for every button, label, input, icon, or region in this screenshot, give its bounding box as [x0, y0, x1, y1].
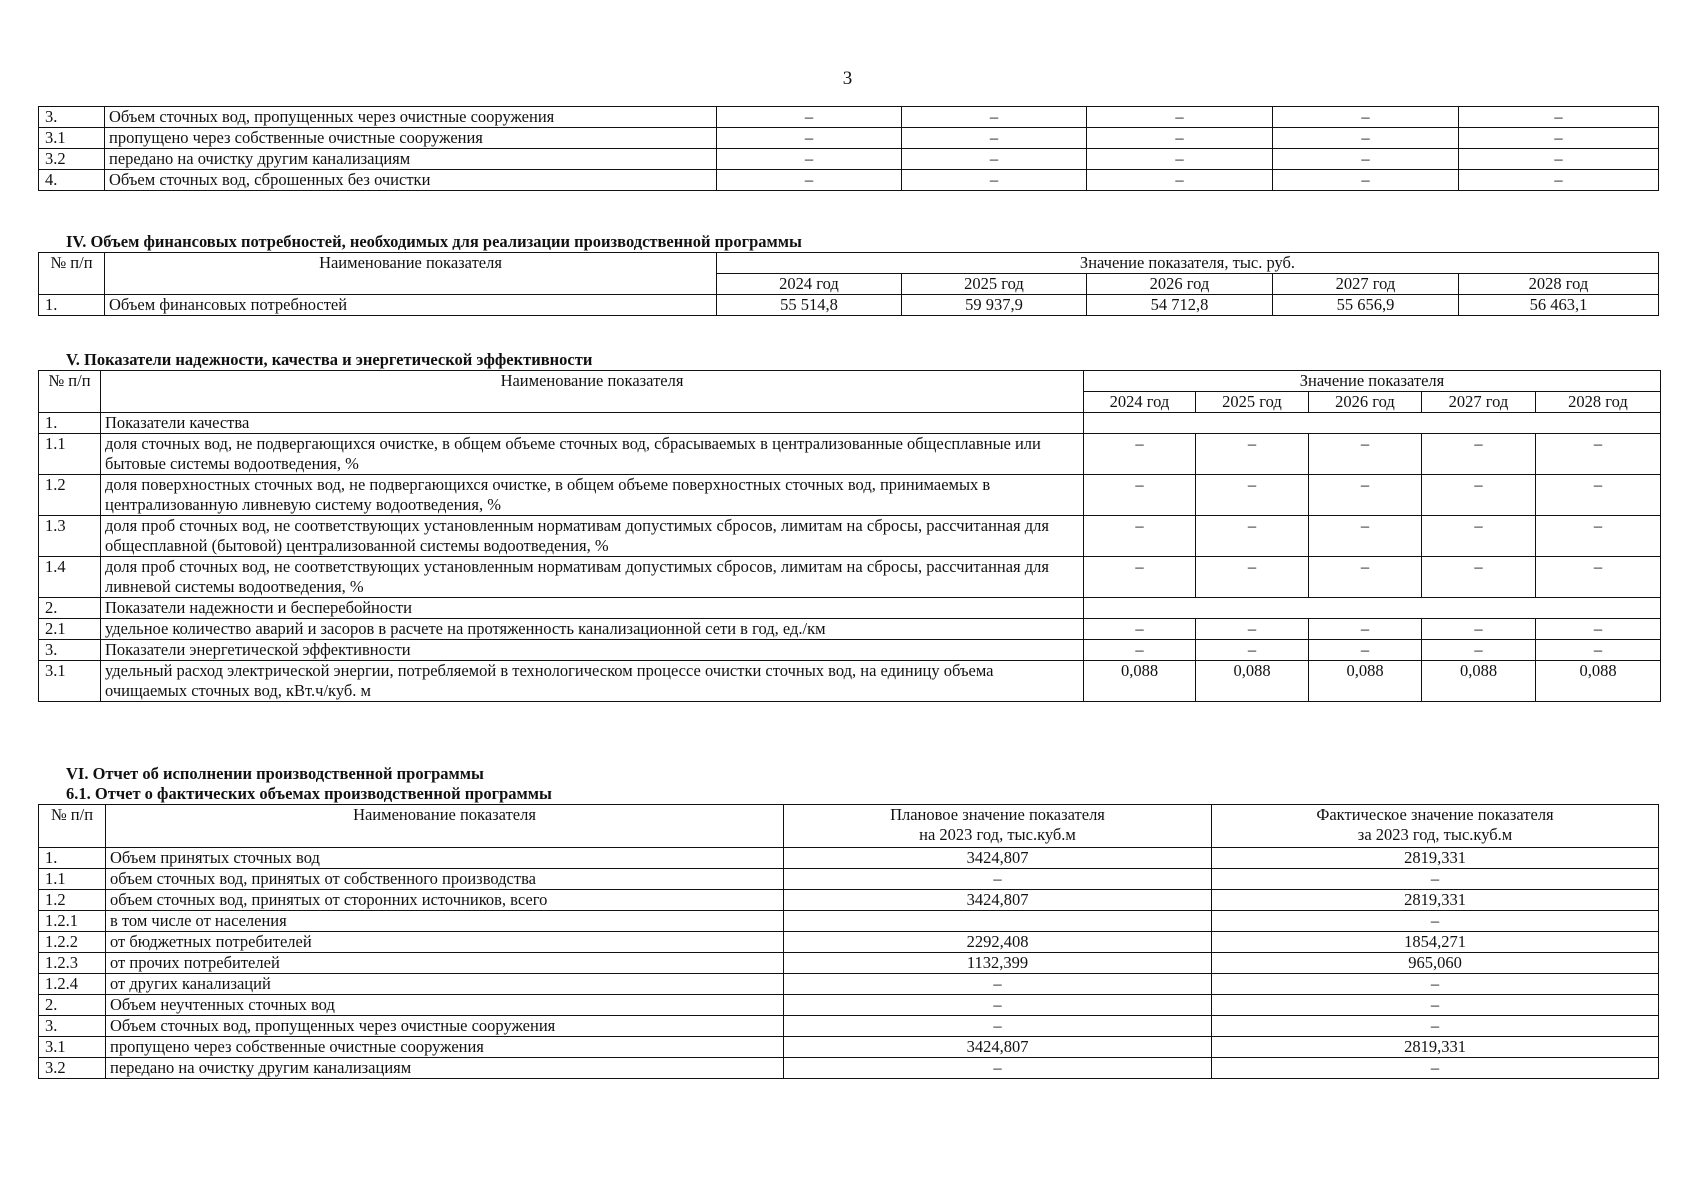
table-row — [39, 932, 1659, 953]
row-name: Показатели энергетической эффективности — [101, 640, 1084, 661]
table-row — [39, 848, 1659, 869]
section-4-title: IV. Объем финансовых потребностей, необходимых для реализации производственной программы — [66, 232, 802, 251]
row-plan-value: 3424,807 — [784, 890, 1212, 911]
row-value: – — [1309, 434, 1422, 475]
row-number: 1.1 — [39, 869, 106, 890]
table-row — [39, 128, 1659, 149]
section-6-1-title: 6.1. Отчет о фактических объемах производственной программы — [66, 784, 552, 803]
row-name: Объем сточных вод, пропущенных через очистные сооружения — [106, 1016, 784, 1037]
row-name: Показатели надежности и бесперебойности — [101, 598, 1084, 619]
row-value: – — [1536, 640, 1661, 661]
row-value: – — [1196, 557, 1309, 598]
row-name: пропущено через собственные очистные сооружения — [105, 128, 717, 149]
row-value: – — [1422, 475, 1536, 516]
row-fact-value: 2819,331 — [1212, 1037, 1659, 1058]
row-plan-value: 3424,807 — [784, 848, 1212, 869]
table-row — [39, 974, 1659, 995]
row-name: Показатели качества — [101, 413, 1084, 434]
row-value: – — [1273, 128, 1459, 149]
row-value: – — [1459, 149, 1659, 170]
row-value: – — [1422, 557, 1536, 598]
row-value: – — [1196, 640, 1309, 661]
page-number: 3 — [842, 68, 853, 89]
table-row — [39, 1037, 1659, 1058]
section-6-title: VI. Отчет об исполнении производственной программы — [66, 764, 484, 783]
row-number: 1.4 — [39, 557, 101, 598]
financial-needs-table — [38, 252, 1659, 316]
row-number: 2.1 — [39, 619, 101, 640]
row-value: 55 514,8 — [717, 295, 902, 316]
row-number: 1.2.4 — [39, 974, 106, 995]
table-row — [39, 149, 1659, 170]
table-row — [39, 640, 1661, 661]
row-value: – — [1422, 434, 1536, 475]
header-plan-line2: на 2023 год, тыс.куб.м — [919, 825, 1076, 844]
row-value: – — [1084, 640, 1196, 661]
row-value: 0,088 — [1422, 661, 1536, 702]
row-value: 0,088 — [1196, 661, 1309, 702]
row-value: 0,088 — [1536, 661, 1661, 702]
row-value: – — [1084, 516, 1196, 557]
row-value: – — [1309, 475, 1422, 516]
row-name: пропущено через собственные очистные сооружения — [106, 1037, 784, 1058]
header-num: № п/п — [39, 371, 101, 413]
table-row — [39, 869, 1659, 890]
row-value: – — [1309, 516, 1422, 557]
row-plan-value: 3424,807 — [784, 1037, 1212, 1058]
row-name: от бюджетных потребителей — [106, 932, 784, 953]
row-empty-values — [1084, 413, 1661, 434]
section-5-title: V. Показатели надежности, качества и энергетической эффективности — [66, 350, 593, 369]
row-value: – — [1196, 434, 1309, 475]
row-plan-value — [784, 911, 1212, 932]
row-number: 3. — [39, 107, 105, 128]
row-fact-value: – — [1212, 1058, 1659, 1079]
row-number: 3.1 — [39, 1037, 106, 1058]
header-name: Наименование показателя — [101, 371, 1084, 413]
row-plan-value: – — [784, 995, 1212, 1016]
row-value: – — [1196, 516, 1309, 557]
row-value: – — [1309, 640, 1422, 661]
row-number: 1.1 — [39, 434, 101, 475]
row-value: – — [717, 170, 902, 191]
table-row — [39, 890, 1659, 911]
row-value: – — [1309, 619, 1422, 640]
row-fact-value: – — [1212, 911, 1659, 932]
row-name: Объем сточных вод, сброшенных без очистки — [105, 170, 717, 191]
row-number: 1.2.2 — [39, 932, 106, 953]
row-name: доля поверхностных сточных вод, не подвергающихся очистке, в общем объеме поверхностных сточных вод, принимаемых в централизованную ливневую систему водоотведения, % — [101, 475, 1084, 516]
row-fact-value: – — [1212, 1016, 1659, 1037]
row-number: 1.2.1 — [39, 911, 106, 932]
row-value: – — [1196, 619, 1309, 640]
row-number: 1.2.3 — [39, 953, 106, 974]
header-year: 2028 год — [1536, 392, 1661, 413]
row-value: – — [1087, 149, 1273, 170]
row-name: передано на очистку другим канализациям — [106, 1058, 784, 1079]
row-plan-value: 2292,408 — [784, 932, 1212, 953]
row-value: 59 937,9 — [902, 295, 1087, 316]
row-number: 3.1 — [39, 661, 101, 702]
header-fact-line1: Фактическое значение показателя — [1316, 805, 1554, 824]
header-year: 2026 год — [1087, 274, 1273, 295]
header-num: № п/п — [39, 805, 106, 848]
row-name: доля проб сточных вод, не соответствующих установленным нормативам допустимых сбросов, лимитам на сбросы, рассчитанная для общесплавной (бытовой) централизованной системы водоотведения, % — [101, 516, 1084, 557]
row-fact-value: 2819,331 — [1212, 848, 1659, 869]
table-row — [39, 619, 1661, 640]
row-number: 2. — [39, 995, 106, 1016]
row-value: 0,088 — [1084, 661, 1196, 702]
row-value: 55 656,9 — [1273, 295, 1459, 316]
table-row — [39, 953, 1659, 974]
row-value: – — [1536, 516, 1661, 557]
row-value: – — [1459, 170, 1659, 191]
row-name: передано на очистку другим канализациям — [105, 149, 717, 170]
header-year: 2025 год — [1196, 392, 1309, 413]
row-name: объем сточных вод, принятых от собственного производства — [106, 869, 784, 890]
header-value: Значение показателя — [1084, 371, 1661, 392]
row-number: 4. — [39, 170, 105, 191]
table-row — [39, 170, 1659, 191]
row-value: – — [1087, 128, 1273, 149]
reliability-quality-table — [38, 370, 1661, 702]
row-value: – — [1536, 434, 1661, 475]
row-plan-value: – — [784, 1058, 1212, 1079]
header-value: Значение показателя, тыс. руб. — [717, 253, 1659, 274]
header-name: Наименование показателя — [106, 805, 784, 848]
row-plan-value: – — [784, 869, 1212, 890]
row-name: Объем принятых сточных вод — [106, 848, 784, 869]
row-name: в том числе от населения — [106, 911, 784, 932]
row-value: – — [1196, 475, 1309, 516]
table-row — [39, 295, 1659, 316]
header-name: Наименование показателя — [105, 253, 717, 295]
header-fact-line2: за 2023 год, тыс.куб.м — [1357, 825, 1513, 844]
row-value: – — [1536, 475, 1661, 516]
row-number: 3. — [39, 640, 101, 661]
row-number: 2. — [39, 598, 101, 619]
row-value: – — [902, 170, 1087, 191]
row-number: 1. — [39, 848, 106, 869]
row-number: 3.2 — [39, 149, 105, 170]
header-fact — [1212, 805, 1659, 848]
row-name: Объем неучтенных сточных вод — [106, 995, 784, 1016]
row-value: – — [717, 128, 902, 149]
row-number: 1.3 — [39, 516, 101, 557]
header-year: 2027 год — [1422, 392, 1536, 413]
row-value: – — [1084, 619, 1196, 640]
row-fact-value: – — [1212, 869, 1659, 890]
row-value: – — [902, 128, 1087, 149]
row-name: доля проб сточных вод, не соответствующих установленным нормативам допустимых сбросов, лимитам на сбросы, рассчитанная для ливневой системы водоотведения, % — [101, 557, 1084, 598]
row-name: от прочих потребителей — [106, 953, 784, 974]
table-row — [39, 475, 1661, 516]
row-name: удельный расход электрической энергии, потребляемой в технологическом процессе очистки сточных вод, на единицу объема очищаемых сточных вод, кВт.ч/куб. м — [101, 661, 1084, 702]
row-fact-value: 965,060 — [1212, 953, 1659, 974]
row-name: от других канализаций — [106, 974, 784, 995]
table-row — [39, 557, 1661, 598]
row-value: – — [1273, 149, 1459, 170]
header-plan-line1: Плановое значение показателя — [890, 805, 1105, 824]
table-row — [39, 1016, 1659, 1037]
header-year: 2027 год — [1273, 274, 1459, 295]
row-empty-values — [1084, 598, 1661, 619]
table-row — [39, 1058, 1659, 1079]
header-year: 2028 год — [1459, 274, 1659, 295]
row-value: – — [1422, 516, 1536, 557]
table-row — [39, 661, 1661, 702]
row-value: – — [717, 107, 902, 128]
header-year: 2024 год — [1084, 392, 1196, 413]
header-year: 2024 год — [717, 274, 902, 295]
row-number: 1. — [39, 413, 101, 434]
row-fact-value: – — [1212, 974, 1659, 995]
row-value: – — [1084, 557, 1196, 598]
row-plan-value: – — [784, 1016, 1212, 1037]
header-plan — [784, 805, 1212, 848]
row-value: 56 463,1 — [1459, 295, 1659, 316]
row-name: Объем сточных вод, пропущенных через очистные сооружения — [105, 107, 717, 128]
table-row — [39, 107, 1659, 128]
row-value: – — [902, 107, 1087, 128]
table-row — [39, 995, 1659, 1016]
row-value: – — [1084, 475, 1196, 516]
continued-table — [38, 106, 1659, 191]
row-value: – — [902, 149, 1087, 170]
row-fact-value: 1854,271 — [1212, 932, 1659, 953]
row-value: 54 712,8 — [1087, 295, 1273, 316]
row-value: – — [717, 149, 902, 170]
row-value: – — [1087, 107, 1273, 128]
row-name: удельное количество аварий и засоров в расчете на протяженность канализационной сети в год, ед./км — [101, 619, 1084, 640]
row-value: – — [1459, 128, 1659, 149]
row-value: – — [1087, 170, 1273, 191]
row-name: доля сточных вод, не подвергающихся очистке, в общем объеме сточных вод, сбрасываемых в централизованные общесплавные или бытовые системы водоотведения, % — [101, 434, 1084, 475]
table-row — [39, 598, 1661, 619]
row-value: – — [1422, 619, 1536, 640]
row-value: – — [1309, 557, 1422, 598]
row-number: 1. — [39, 295, 105, 316]
row-fact-value: 2819,331 — [1212, 890, 1659, 911]
row-number: 1.2 — [39, 890, 106, 911]
header-year: 2026 год — [1309, 392, 1422, 413]
row-value: – — [1536, 619, 1661, 640]
row-name: объем сточных вод, принятых от сторонних источников, всего — [106, 890, 784, 911]
row-number: 1.2 — [39, 475, 101, 516]
row-value: – — [1536, 557, 1661, 598]
row-number: 3.2 — [39, 1058, 106, 1079]
table-row — [39, 516, 1661, 557]
row-value: – — [1273, 170, 1459, 191]
row-number: 3.1 — [39, 128, 105, 149]
header-num: № п/п — [39, 253, 105, 295]
row-value: 0,088 — [1309, 661, 1422, 702]
table-row — [39, 434, 1661, 475]
table-row — [39, 413, 1661, 434]
row-number: 3. — [39, 1016, 106, 1037]
row-plan-value: – — [784, 974, 1212, 995]
row-value: – — [1422, 640, 1536, 661]
row-fact-value: – — [1212, 995, 1659, 1016]
row-plan-value: 1132,399 — [784, 953, 1212, 974]
header-year: 2025 год — [902, 274, 1087, 295]
table-row — [39, 911, 1659, 932]
row-value: – — [1273, 107, 1459, 128]
row-value: – — [1459, 107, 1659, 128]
row-value: – — [1084, 434, 1196, 475]
production-report-table — [38, 804, 1659, 1079]
row-name: Объем финансовых потребностей — [105, 295, 717, 316]
